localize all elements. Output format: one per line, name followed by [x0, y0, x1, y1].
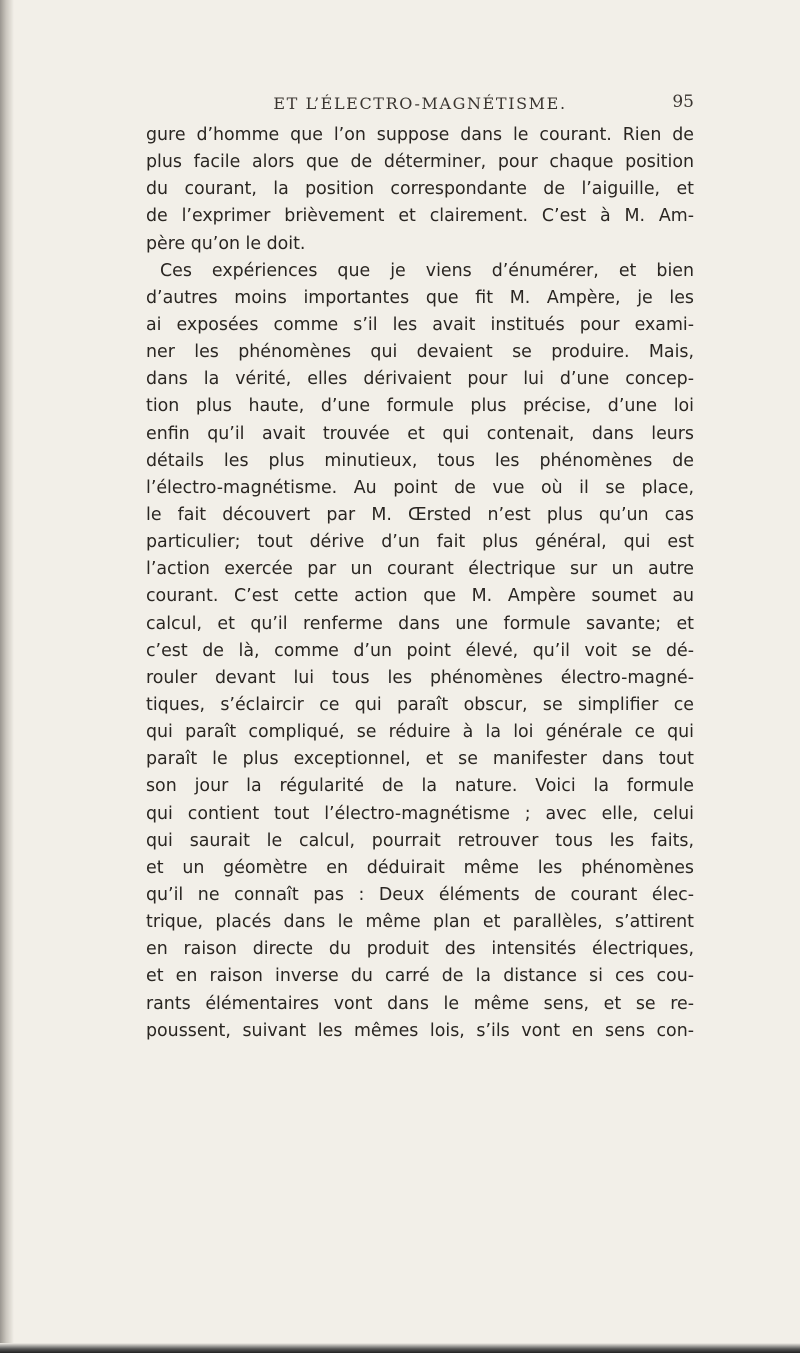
text-line: paraît le plus exceptionnel, et se manifester dans tout [146, 749, 694, 770]
text-line: et un géomètre en déduirait même les phénomènes [146, 857, 694, 878]
running-title: ET L’ÉLECTRO-MAGNÉTISME. [273, 94, 567, 113]
text-line: l’électro-magnétisme. Au point de vue où il se place, [146, 477, 694, 498]
text-line: ai exposées comme s’il les avait institués pour exami- [146, 314, 694, 335]
page-bottom-edge [0, 1343, 800, 1353]
text-line: enfin qu’il avait trouvée et qui contenait, dans leurs [146, 423, 694, 444]
text-line: détails les plus minutieux, tous les phénomènes de [146, 450, 694, 471]
running-head [146, 94, 694, 124]
text-line: c’est de là, comme d’un point élevé, qu’il voit se dé- [146, 640, 694, 661]
text-line: qui saurait le calcul, pourrait retrouver tous les faits, [146, 830, 694, 851]
text-line: rants élémentaires vont dans le même sens, et se re- [146, 993, 694, 1014]
text-line: qui paraît compliqué, se réduire à la loi générale ce qui [146, 722, 694, 743]
body-text [146, 122, 694, 1045]
text-line: courant. C’est cette action que M. Ampère soumet au [146, 586, 694, 607]
text-line: du courant, la position correspondante de l’aiguille, et [146, 179, 694, 200]
text-line: en raison directe du produit des intensités électriques, [146, 939, 694, 960]
text-line: dans la vérité, elles dérivaient pour lui d’une concep- [146, 369, 694, 390]
text-line: qui contient tout l’électro-magnétisme ; avec elle, celui [146, 803, 694, 824]
text-line: calcul, et qu’il renferme dans une formule savante; et [146, 613, 694, 634]
text-line: et en raison inverse du carré de la distance si ces cou- [146, 966, 694, 987]
text-line: qu’il ne connaît pas : Deux éléments de courant élec- [146, 884, 694, 905]
text-line: son jour la régularité de la nature. Voici la formule [146, 776, 694, 797]
text-line: l’action exercée par un courant électrique sur un autre [146, 559, 694, 580]
page-number: 95 [672, 92, 694, 112]
text-line: poussent, suivant les mêmes lois, s’ils vont en sens con- [146, 1020, 694, 1041]
binding-shadow [0, 0, 14, 1353]
text-line: de l’exprimer brièvement et clairement. C’est à M. Am- [146, 206, 694, 227]
text-line: le fait découvert par M. Œrsted n’est plus qu’un cas [146, 504, 694, 525]
text-line: Ces expériences que je viens d’énumérer, et bien [160, 260, 694, 281]
text-line: particulier; tout dérive d’un fait plus général, qui est [146, 532, 694, 553]
text-line: trique, placés dans le même plan et parallèles, s’attirent [146, 912, 694, 933]
text-line: père qu’on le doit. [146, 233, 306, 254]
text-line: gure d’homme que l’on suppose dans le courant. Rien de [146, 125, 694, 145]
text-line: tiques, s’éclaircir ce qui paraît obscur, se simplifier ce [146, 694, 694, 715]
text-line: ner les phénomènes qui devaient se produire. Mais, [146, 342, 694, 363]
text-line: d’autres moins importantes que fit M. Ampère, je les [146, 287, 694, 308]
text-line: rouler devant lui tous les phénomènes électro-magné- [146, 667, 694, 688]
text-line: tion plus haute, d’une formule plus précise, d’une loi [146, 396, 694, 417]
text-line: plus facile alors que de déterminer, pour chaque position [146, 152, 694, 173]
